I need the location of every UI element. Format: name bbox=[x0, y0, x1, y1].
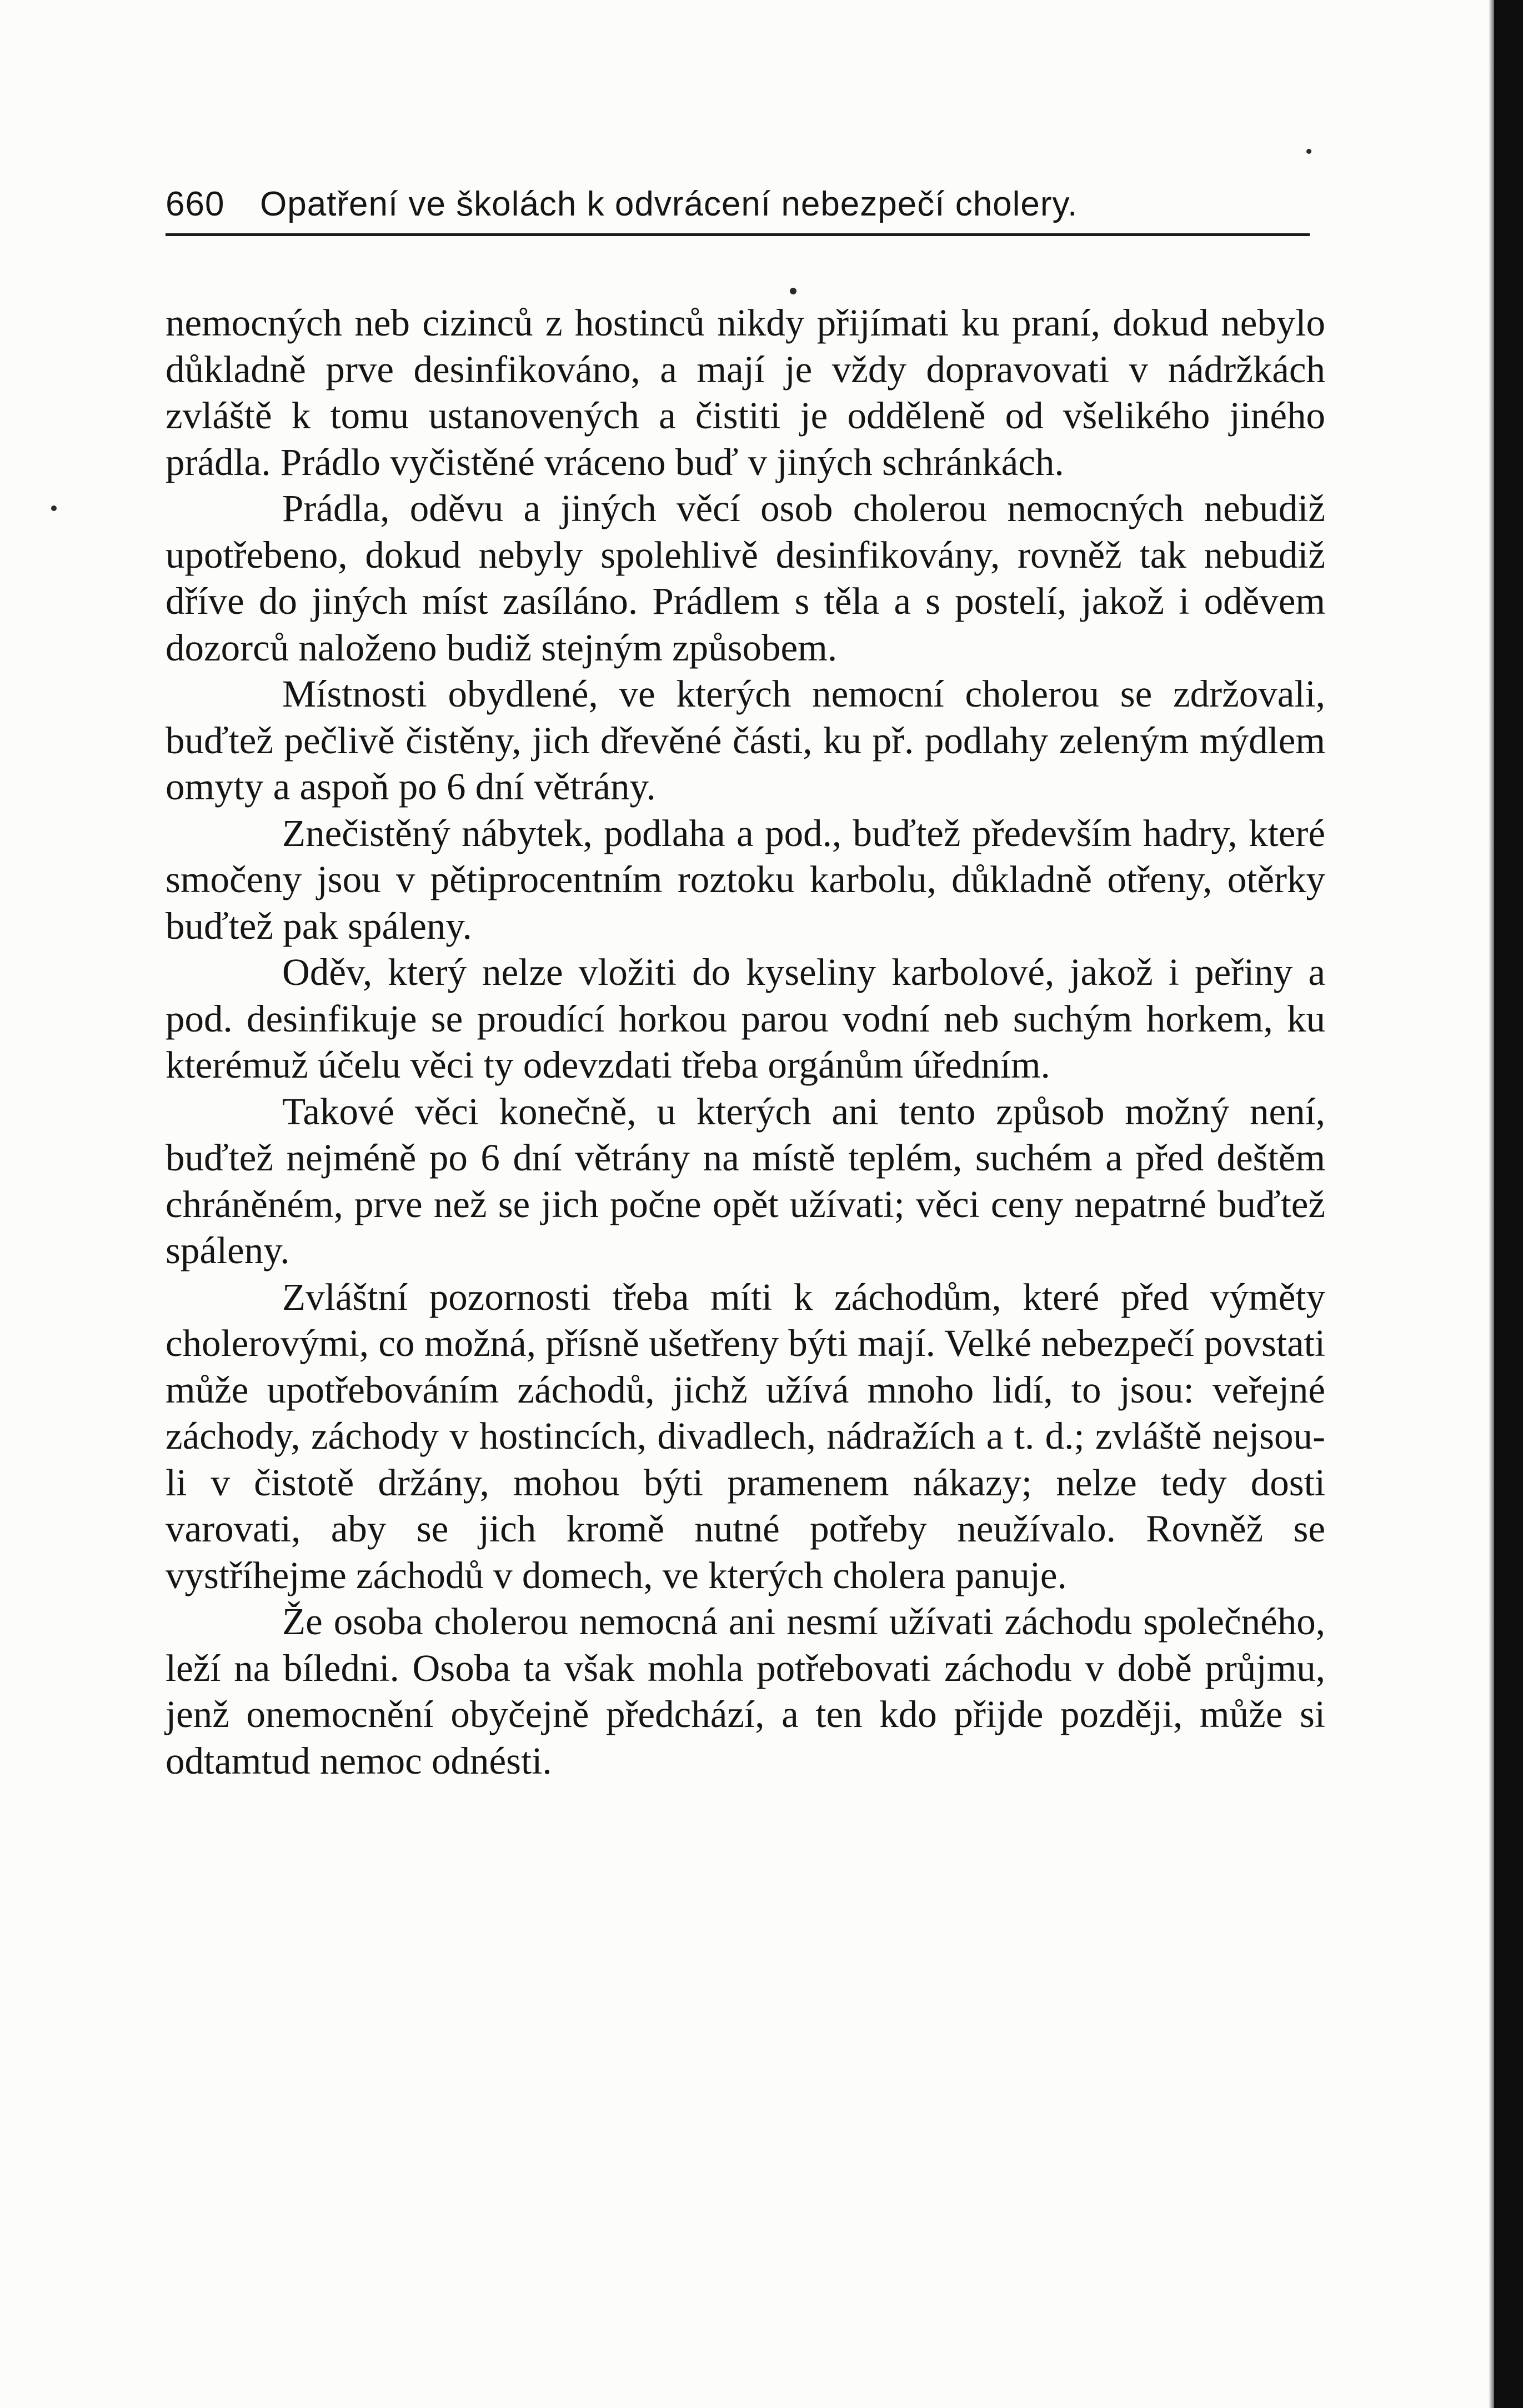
ink-speck bbox=[790, 288, 796, 294]
paragraph: Znečistěný nábytek, podlaha a pod., buďtež především hadry, které smočeny jsou v pětiprocentním roztoku karbolu, důkladně otřeny, otěrky buďtež pak spáleny. bbox=[166, 812, 1325, 947]
page-edge-shadow bbox=[1489, 0, 1494, 2408]
ink-speck bbox=[1306, 149, 1311, 154]
header-rule bbox=[166, 233, 1310, 236]
paragraph: Oděv, který nelze vložiti do kyseliny karbolové, jakož i peřiny a pod. desinfikuje se proudící horkou parou vodní neb suchým horkem, ku kterémuž účelu věci ty odevzdati třeba orgánům úředním. bbox=[166, 951, 1325, 1086]
paragraph: Prádla, oděvu a jiných věcí osob cholerou nemocných nebudiž upotřebeno, dokud nebyly spolehlivě desinfikovány, rovněž tak nebudiž dříve do jiných míst zasíláno. Prádlem s těla a s postelí, jakož i oděvem dozorců naloženo budiž stejným způsobem. bbox=[166, 487, 1325, 669]
paragraph: Takové věci konečně, u kterých ani tento způsob možný není, buďtež nejméně po 6 dní větrány na místě teplém, suchém a před deštěm chráněném, prve než se jich počne opět užívati; věci ceny nepatrné buďtež spáleny. bbox=[166, 1090, 1325, 1271]
paragraph: nemocných neb cizinců z hostinců nikdy přijímati ku praní, dokud nebylo důkladně prve desinfikováno, a mají je vždy dopravovati v nádržkách zvláště k tomu ustanovených a čistiti je odděleně od všelikého jiného prádla. Prádlo vyčistěné vráceno buď v jiných schránkách. bbox=[166, 302, 1325, 483]
page-number: 660 bbox=[166, 185, 225, 223]
paragraph: Místnosti obydlené, ve kterých nemocní cholerou se zdržovali, buďtež pečlivě čistěny, jich dřevěné části, ku př. podlahy zeleným mýdlem omyty a aspoň po 6 dní větrány. bbox=[166, 673, 1325, 808]
book-binding-edge bbox=[1494, 0, 1523, 2408]
body-text bbox=[166, 300, 1325, 1784]
paragraph: Zvláštní pozornosti třeba míti k záchodům, které před výměty cholerovými, co možná, přísně ušetřeny býti mají. Velké nebezpečí povstati může upotřebováním záchodů, jichž užívá mnoho lidí, to jsou: veřejné záchody, záchody v hostincích, divadlech, nádražích a t. d.; zvláště nejsou-li v čistotě držány, mohou býti pramenem nákazy; nelze tedy dosti varovati, aby se jich kromě nutné potřeby neužívalo. Rovněž se vystříhejme záchodů v domech, ve kterých cholera panuje. bbox=[166, 1275, 1325, 1596]
ink-speck bbox=[51, 505, 57, 511]
running-title: Opatření ve školách k odvrácení nebezpečí cholery. bbox=[260, 185, 1078, 223]
paragraph: Že osoba cholerou nemocná ani nesmí užívati záchodu společného, leží na bíledni. Osoba ta však mohla potřebovati záchodu v době průjmu, jenž onemocnění obyčejně předchází, a ten kdo přijde později, může si odtamtud nemoc odnésti. bbox=[166, 1600, 1325, 1782]
running-header bbox=[166, 177, 1304, 232]
